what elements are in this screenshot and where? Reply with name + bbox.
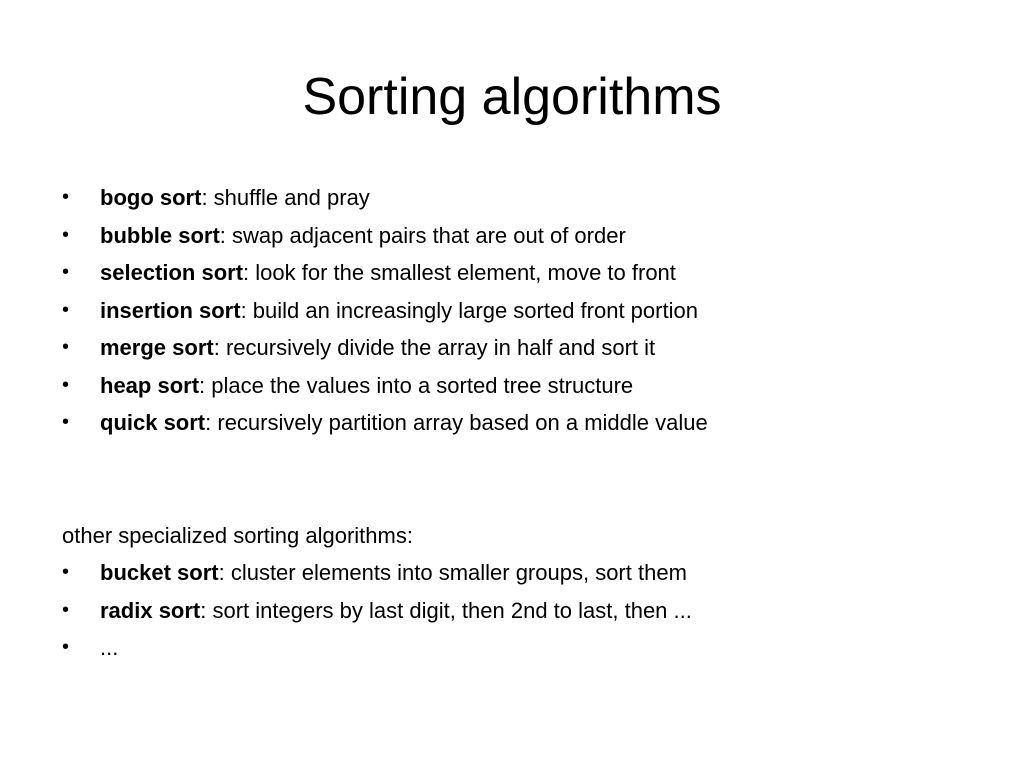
bullet-term: bogo sort <box>100 185 202 210</box>
slide-content <box>62 179 982 667</box>
bullet-term: bubble sort <box>100 222 220 248</box>
bullet-description: : place the values into a sorted tree structure <box>199 372 634 398</box>
bullet-icon: • <box>62 636 70 658</box>
bullet-icon: • <box>62 223 70 246</box>
bullet-description: : swap adjacent pairs that are out of order <box>219 222 626 248</box>
bullet-item-quick-sort <box>62 404 982 442</box>
bullet-icon: • <box>62 336 70 358</box>
bullet-term: insertion sort <box>100 297 241 323</box>
bullet-term: quick sort <box>100 410 206 435</box>
bullet-icon: • <box>62 561 70 583</box>
bullet-description: : sort integers by last digit, then 2nd to last, then ... <box>200 597 692 623</box>
bullet-icon: • <box>62 598 70 621</box>
bullet-item-insertion-sort <box>62 292 982 330</box>
bullet-description: : shuffle and pray <box>201 185 370 210</box>
bullet-item-bubble-sort <box>62 217 982 255</box>
bullet-icon: • <box>62 411 70 433</box>
bullet-item-heap-sort <box>62 367 982 405</box>
bullet-term: selection sort <box>100 260 244 285</box>
bullet-description: : look for the smallest element, move to front <box>243 260 676 285</box>
bullet-description: : recursively partition array based on a middle value <box>205 410 708 435</box>
bullet-term: bucket sort <box>100 560 219 585</box>
bullet-icon: • <box>62 261 70 283</box>
bullet-item-bucket-sort <box>62 554 982 592</box>
bullet-term: radix sort <box>100 597 201 623</box>
bullet-icon: • <box>62 298 70 321</box>
specialized-section-label: other specialized sorting algorithms: <box>62 522 413 548</box>
bullet-term: merge sort <box>100 335 214 360</box>
bullet-item-bogo-sort <box>62 179 982 217</box>
bullet-item-radix-sort <box>62 592 982 630</box>
specialized-bullet-list <box>62 554 982 667</box>
bullet-item-merge-sort <box>62 329 982 367</box>
main-bullet-list <box>62 179 982 442</box>
bullet-icon: • <box>62 373 70 396</box>
bullet-description: ... <box>100 635 119 660</box>
bullet-description: : recursively divide the array in half and sort it <box>213 335 656 360</box>
bullet-description: : build an increasingly large sorted front portion <box>240 297 698 323</box>
bullet-term: heap sort <box>100 372 200 398</box>
bullet-item-selection-sort <box>62 254 982 292</box>
bullet-icon: • <box>62 186 70 208</box>
slide-title: Sorting algorithms <box>302 68 722 126</box>
bullet-item-ellipsis <box>62 629 982 667</box>
bullet-description: : cluster elements into smaller groups, sort them <box>218 560 687 585</box>
section-spacer <box>62 442 982 517</box>
